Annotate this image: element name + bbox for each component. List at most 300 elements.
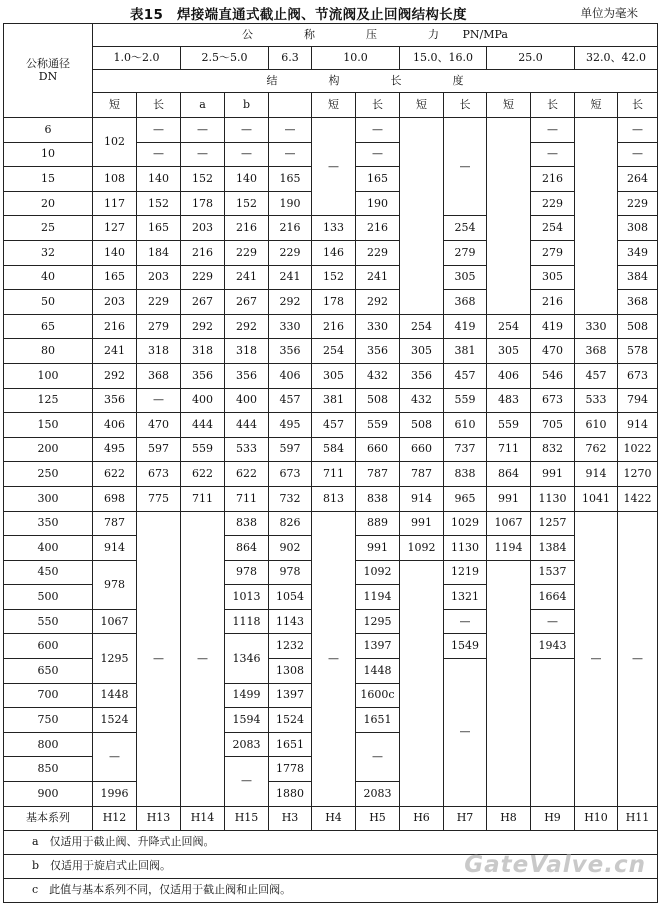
value-cell: 1118 bbox=[225, 609, 269, 634]
value-cell: — bbox=[269, 118, 312, 143]
value-cell: 419 bbox=[531, 314, 575, 339]
value-cell: 254 bbox=[312, 339, 356, 364]
value-cell: 305 bbox=[444, 265, 487, 290]
dn-cell: 15 bbox=[4, 167, 93, 192]
header-pn: 2.5～5.0 bbox=[181, 47, 269, 70]
note-row bbox=[4, 878, 658, 902]
dn-cell: 500 bbox=[4, 585, 93, 610]
value-cell: 330 bbox=[269, 314, 312, 339]
value-cell: 1054 bbox=[269, 585, 312, 610]
value-cell: 279 bbox=[444, 240, 487, 265]
value-cell: 889 bbox=[356, 511, 400, 536]
value-cell: 794 bbox=[618, 388, 658, 413]
value-cell: 673 bbox=[618, 363, 658, 388]
value-cell: 368 bbox=[575, 339, 618, 364]
value-cell: 190 bbox=[356, 191, 400, 216]
value-cell: 902 bbox=[269, 536, 312, 561]
value-cell bbox=[400, 560, 444, 806]
value-cell: — bbox=[137, 142, 181, 167]
value-cell: 864 bbox=[225, 536, 269, 561]
value-cell: 711 bbox=[312, 462, 356, 487]
value-cell: — bbox=[181, 511, 225, 806]
value-cell: 152 bbox=[137, 191, 181, 216]
value-cell: 1549 bbox=[444, 634, 487, 659]
dn-cell: 350 bbox=[4, 511, 93, 536]
value-cell bbox=[400, 118, 444, 315]
value-cell: 102 bbox=[93, 118, 137, 167]
dn-cell: 150 bbox=[4, 413, 93, 438]
value-cell: 622 bbox=[225, 462, 269, 487]
table-row bbox=[4, 413, 658, 438]
value-cell: 190 bbox=[269, 191, 312, 216]
value-cell: 1092 bbox=[400, 536, 444, 561]
value-cell: 1022 bbox=[618, 437, 658, 462]
header-pn: 25.0 bbox=[487, 47, 575, 70]
value-cell: — bbox=[356, 118, 400, 143]
footnote-c: c 此值与基本系列不同，仅适用于截止阀和止回阀。 bbox=[4, 878, 658, 902]
watermark-logo: GateValve.cn bbox=[464, 852, 646, 878]
value-cell: 1943 bbox=[531, 634, 575, 659]
dn-cell: 300 bbox=[4, 486, 93, 511]
value-cell: 1778 bbox=[269, 757, 312, 782]
header-sub: a bbox=[181, 93, 225, 118]
value-cell: 127 bbox=[93, 216, 137, 241]
value-cell: 584 bbox=[312, 437, 356, 462]
value-cell: 216 bbox=[93, 314, 137, 339]
dn-cell: 750 bbox=[4, 708, 93, 733]
value-cell: 203 bbox=[137, 265, 181, 290]
value-cell: 368 bbox=[137, 363, 181, 388]
value-cell: 108 bbox=[93, 167, 137, 192]
value-cell: 330 bbox=[356, 314, 400, 339]
value-cell: 318 bbox=[225, 339, 269, 364]
base-series-value: H15 bbox=[225, 806, 269, 830]
value-cell: 1448 bbox=[93, 683, 137, 708]
value-cell: 1524 bbox=[269, 708, 312, 733]
value-cell: 495 bbox=[93, 437, 137, 462]
base-series-value: H12 bbox=[93, 806, 137, 830]
value-cell: 1067 bbox=[487, 511, 531, 536]
dn-cell: 250 bbox=[4, 462, 93, 487]
value-cell: — bbox=[137, 118, 181, 143]
value-cell: 470 bbox=[137, 413, 181, 438]
value-cell: 318 bbox=[137, 339, 181, 364]
value-cell: 1996 bbox=[93, 782, 137, 807]
value-cell: 381 bbox=[312, 388, 356, 413]
value-cell: 1422 bbox=[618, 486, 658, 511]
value-cell: 305 bbox=[531, 265, 575, 290]
value-cell: 1880 bbox=[269, 782, 312, 807]
value-cell: — bbox=[312, 511, 356, 806]
value-cell: 1219 bbox=[444, 560, 487, 585]
value-cell: 838 bbox=[444, 462, 487, 487]
dn-cell: 40 bbox=[4, 265, 93, 290]
value-cell: — bbox=[575, 511, 618, 806]
value-cell: 229 bbox=[137, 290, 181, 315]
value-cell: 2083 bbox=[225, 732, 269, 757]
value-cell: — bbox=[137, 511, 181, 806]
value-cell: 673 bbox=[269, 462, 312, 487]
header-row-pn bbox=[4, 47, 658, 70]
unit-label: 单位为毫米 bbox=[580, 6, 638, 20]
value-cell: 1092 bbox=[356, 560, 400, 585]
value-cell: — bbox=[181, 142, 225, 167]
dn-cell: 20 bbox=[4, 191, 93, 216]
value-cell: 673 bbox=[531, 388, 575, 413]
value-cell: 914 bbox=[400, 486, 444, 511]
header-pressure: 公 称 压 力 PN/MPa bbox=[93, 24, 658, 47]
value-cell: 216 bbox=[181, 240, 225, 265]
value-cell: 610 bbox=[575, 413, 618, 438]
value-cell: 400 bbox=[181, 388, 225, 413]
value-cell: 826 bbox=[269, 511, 312, 536]
table-row bbox=[4, 339, 658, 364]
value-cell: 140 bbox=[225, 167, 269, 192]
value-cell: 1321 bbox=[444, 585, 487, 610]
value-cell: — bbox=[225, 142, 269, 167]
dn-cell: 200 bbox=[4, 437, 93, 462]
value-cell: 1194 bbox=[356, 585, 400, 610]
value-cell: 184 bbox=[137, 240, 181, 265]
value-cell: 419 bbox=[444, 314, 487, 339]
value-cell: 673 bbox=[137, 462, 181, 487]
value-cell: 165 bbox=[137, 216, 181, 241]
value-cell: 457 bbox=[269, 388, 312, 413]
header-sub: 长 bbox=[356, 93, 400, 118]
value-cell: 1594 bbox=[225, 708, 269, 733]
value-cell: 775 bbox=[137, 486, 181, 511]
table-row bbox=[4, 290, 658, 315]
value-cell: 432 bbox=[400, 388, 444, 413]
value-cell: — bbox=[444, 118, 487, 216]
value-cell: 698 bbox=[93, 486, 137, 511]
dn-cell: 50 bbox=[4, 290, 93, 315]
value-cell: 406 bbox=[487, 363, 531, 388]
value-cell: 597 bbox=[269, 437, 312, 462]
value-cell: 660 bbox=[356, 437, 400, 462]
value-cell: 1308 bbox=[269, 659, 312, 684]
base-series-value: H3 bbox=[269, 806, 312, 830]
header-sub: 长 bbox=[618, 93, 658, 118]
value-cell: 578 bbox=[618, 339, 658, 364]
value-cell: 832 bbox=[531, 437, 575, 462]
value-cell: — bbox=[618, 511, 658, 806]
value-cell: — bbox=[225, 757, 269, 806]
base-series-value: H13 bbox=[137, 806, 181, 830]
length-table bbox=[3, 23, 658, 903]
header-sub: 长 bbox=[137, 93, 181, 118]
value-cell: 914 bbox=[575, 462, 618, 487]
value-cell: 1194 bbox=[487, 536, 531, 561]
value-cell: 787 bbox=[356, 462, 400, 487]
value-cell: 356 bbox=[400, 363, 444, 388]
value-cell: — bbox=[444, 659, 487, 807]
base-series-value: H8 bbox=[487, 806, 531, 830]
table-row bbox=[4, 240, 658, 265]
value-cell: 1257 bbox=[531, 511, 575, 536]
table-title: 表15 焊接端直通式截止阀、节流阀及止回阀结构长度 bbox=[130, 7, 467, 23]
table-row bbox=[4, 462, 658, 487]
value-cell: 495 bbox=[269, 413, 312, 438]
base-series-label: 基本系列 bbox=[4, 806, 93, 830]
value-cell: 216 bbox=[531, 167, 575, 192]
value-cell: 1651 bbox=[269, 732, 312, 757]
value-cell: 368 bbox=[444, 290, 487, 315]
dn-cell: 25 bbox=[4, 216, 93, 241]
value-cell: 978 bbox=[269, 560, 312, 585]
value-cell: 705 bbox=[531, 413, 575, 438]
header-length: 结 构 长 度 bbox=[93, 70, 658, 93]
table-row bbox=[4, 363, 658, 388]
value-cell: 622 bbox=[93, 462, 137, 487]
dn-cell: 550 bbox=[4, 609, 93, 634]
dn-cell: 450 bbox=[4, 560, 93, 585]
base-series-value: H10 bbox=[575, 806, 618, 830]
header-sub: 短 bbox=[487, 93, 531, 118]
title-bar bbox=[0, 0, 660, 24]
value-cell: 229 bbox=[356, 240, 400, 265]
value-cell: 318 bbox=[181, 339, 225, 364]
value-cell: 597 bbox=[137, 437, 181, 462]
header-pn: 10.0 bbox=[312, 47, 400, 70]
value-cell: — bbox=[356, 142, 400, 167]
value-cell: 1397 bbox=[356, 634, 400, 659]
dn-cell: 65 bbox=[4, 314, 93, 339]
dn-cell: 10 bbox=[4, 142, 93, 167]
dn-cell: 700 bbox=[4, 683, 93, 708]
value-cell: 330 bbox=[575, 314, 618, 339]
value-cell: 152 bbox=[312, 265, 356, 290]
value-cell: 559 bbox=[356, 413, 400, 438]
value-cell: 610 bbox=[444, 413, 487, 438]
value-cell: 991 bbox=[400, 511, 444, 536]
value-cell: 356 bbox=[269, 339, 312, 364]
dn-cell: 650 bbox=[4, 659, 93, 684]
value-cell: 1397 bbox=[269, 683, 312, 708]
header-row-sub bbox=[4, 93, 658, 118]
value-cell: 762 bbox=[575, 437, 618, 462]
dn-cell: 32 bbox=[4, 240, 93, 265]
value-cell: 1295 bbox=[356, 609, 400, 634]
value-cell: 1448 bbox=[356, 659, 400, 684]
value-cell: — bbox=[531, 118, 575, 143]
value-cell: — bbox=[531, 142, 575, 167]
value-cell: 1143 bbox=[269, 609, 312, 634]
value-cell: — bbox=[618, 142, 658, 167]
value-cell: 356 bbox=[93, 388, 137, 413]
value-cell: 559 bbox=[487, 413, 531, 438]
base-series-value: H14 bbox=[181, 806, 225, 830]
value-cell: 152 bbox=[181, 167, 225, 192]
value-cell: 241 bbox=[225, 265, 269, 290]
dn-cell: 900 bbox=[4, 782, 93, 807]
header-pn: 1.0～2.0 bbox=[93, 47, 181, 70]
value-cell: 711 bbox=[487, 437, 531, 462]
value-cell: 292 bbox=[356, 290, 400, 315]
value-cell: 978 bbox=[225, 560, 269, 585]
value-cell: 838 bbox=[225, 511, 269, 536]
value-cell: 1384 bbox=[531, 536, 575, 561]
base-series-row bbox=[4, 806, 658, 830]
value-cell: 254 bbox=[487, 314, 531, 339]
value-cell: 1664 bbox=[531, 585, 575, 610]
header-sub: 短 bbox=[400, 93, 444, 118]
value-cell: 140 bbox=[93, 240, 137, 265]
value-cell: 133 bbox=[312, 216, 356, 241]
value-cell: 1029 bbox=[444, 511, 487, 536]
table-row bbox=[4, 216, 658, 241]
value-cell: 140 bbox=[137, 167, 181, 192]
header-sub bbox=[269, 93, 312, 118]
value-cell: 1270 bbox=[618, 462, 658, 487]
header-sub: b bbox=[225, 93, 269, 118]
base-series-value: H6 bbox=[400, 806, 444, 830]
value-cell: 146 bbox=[312, 240, 356, 265]
value-cell bbox=[575, 118, 618, 315]
dn-cell: 850 bbox=[4, 757, 93, 782]
value-cell: 216 bbox=[312, 314, 356, 339]
table-row bbox=[4, 437, 658, 462]
value-cell bbox=[531, 659, 575, 807]
value-cell: 203 bbox=[93, 290, 137, 315]
value-cell: 349 bbox=[618, 240, 658, 265]
value-cell: 546 bbox=[531, 363, 575, 388]
value-cell: 432 bbox=[356, 363, 400, 388]
note-row bbox=[4, 830, 658, 854]
value-cell: 737 bbox=[444, 437, 487, 462]
value-cell: 305 bbox=[400, 339, 444, 364]
value-cell: 267 bbox=[225, 290, 269, 315]
value-cell: — bbox=[618, 118, 658, 143]
value-cell: 229 bbox=[269, 240, 312, 265]
value-cell: 732 bbox=[269, 486, 312, 511]
value-cell: 660 bbox=[400, 437, 444, 462]
base-series-value: H9 bbox=[531, 806, 575, 830]
value-cell: 1232 bbox=[269, 634, 312, 659]
value-cell: 308 bbox=[618, 216, 658, 241]
table-row bbox=[4, 118, 658, 143]
value-cell: 787 bbox=[400, 462, 444, 487]
value-cell: 1067 bbox=[93, 609, 137, 634]
value-cell: 508 bbox=[400, 413, 444, 438]
value-cell: 241 bbox=[269, 265, 312, 290]
value-cell: 267 bbox=[181, 290, 225, 315]
value-cell bbox=[487, 560, 531, 806]
value-cell: 229 bbox=[225, 240, 269, 265]
value-cell: 2083 bbox=[356, 782, 400, 807]
value-cell: 406 bbox=[93, 413, 137, 438]
value-cell: 914 bbox=[93, 536, 137, 561]
value-cell: 241 bbox=[93, 339, 137, 364]
value-cell: 470 bbox=[531, 339, 575, 364]
value-cell: 457 bbox=[444, 363, 487, 388]
value-cell: — bbox=[225, 118, 269, 143]
value-cell: 368 bbox=[618, 290, 658, 315]
header-row-length bbox=[4, 70, 658, 93]
header-sub: 短 bbox=[575, 93, 618, 118]
value-cell: 356 bbox=[181, 363, 225, 388]
base-series-value: H5 bbox=[356, 806, 400, 830]
value-cell: 457 bbox=[312, 413, 356, 438]
value-cell: — bbox=[269, 142, 312, 167]
value-cell: 1295 bbox=[93, 634, 137, 683]
value-cell: 622 bbox=[181, 462, 225, 487]
value-cell: 165 bbox=[269, 167, 312, 192]
value-cell: 356 bbox=[356, 339, 400, 364]
table-row bbox=[4, 265, 658, 290]
dn-cell: 125 bbox=[4, 388, 93, 413]
value-cell: 1130 bbox=[531, 486, 575, 511]
footnote-a: a 仅适用于截止阀、升降式止回阀。 bbox=[4, 830, 658, 854]
value-cell: 165 bbox=[356, 167, 400, 192]
value-cell: 254 bbox=[531, 216, 575, 241]
value-cell: 216 bbox=[225, 216, 269, 241]
base-series-value: H7 bbox=[444, 806, 487, 830]
base-series-value: H4 bbox=[312, 806, 356, 830]
value-cell: 279 bbox=[137, 314, 181, 339]
value-cell: 444 bbox=[181, 413, 225, 438]
value-cell: 864 bbox=[487, 462, 531, 487]
value-cell: 305 bbox=[312, 363, 356, 388]
value-cell: 533 bbox=[225, 437, 269, 462]
footnote-b: b 仅适用于旋启式止回阀。 bbox=[4, 854, 658, 878]
value-cell: — bbox=[137, 388, 181, 413]
value-cell: 978 bbox=[93, 560, 137, 609]
value-cell: 152 bbox=[225, 191, 269, 216]
value-cell: 787 bbox=[93, 511, 137, 536]
value-cell: 559 bbox=[444, 388, 487, 413]
table-row bbox=[4, 314, 658, 339]
value-cell: 1041 bbox=[575, 486, 618, 511]
value-cell: 1600c bbox=[356, 683, 400, 708]
header-sub: 长 bbox=[531, 93, 575, 118]
value-cell: 216 bbox=[269, 216, 312, 241]
value-cell: 914 bbox=[618, 413, 658, 438]
value-cell: 711 bbox=[181, 486, 225, 511]
dn-cell: 400 bbox=[4, 536, 93, 561]
value-cell: 991 bbox=[356, 536, 400, 561]
header-sub: 短 bbox=[93, 93, 137, 118]
header-sub: 短 bbox=[312, 93, 356, 118]
value-cell: 1651 bbox=[356, 708, 400, 733]
dn-cell: 6 bbox=[4, 118, 93, 143]
value-cell: — bbox=[312, 118, 356, 216]
header-row-pressure bbox=[4, 24, 658, 47]
value-cell: 991 bbox=[487, 486, 531, 511]
value-cell: 178 bbox=[312, 290, 356, 315]
dn-cell: 800 bbox=[4, 732, 93, 757]
value-cell: 216 bbox=[531, 290, 575, 315]
header-pn: 32.0、42.0 bbox=[575, 47, 658, 70]
value-cell: — bbox=[356, 732, 400, 781]
base-series-value: H11 bbox=[618, 806, 658, 830]
value-cell: 457 bbox=[575, 363, 618, 388]
value-cell: 444 bbox=[225, 413, 269, 438]
header-pn: 15.0、16.0 bbox=[400, 47, 487, 70]
value-cell: 229 bbox=[531, 191, 575, 216]
value-cell: 117 bbox=[93, 191, 137, 216]
value-cell: 254 bbox=[444, 216, 487, 241]
value-cell: — bbox=[93, 732, 137, 781]
value-cell bbox=[487, 118, 531, 315]
value-cell: 1130 bbox=[444, 536, 487, 561]
dn-cell: 80 bbox=[4, 339, 93, 364]
value-cell: 241 bbox=[356, 265, 400, 290]
value-cell: 508 bbox=[356, 388, 400, 413]
table-row bbox=[4, 486, 658, 511]
value-cell: 1013 bbox=[225, 585, 269, 610]
value-cell: 965 bbox=[444, 486, 487, 511]
